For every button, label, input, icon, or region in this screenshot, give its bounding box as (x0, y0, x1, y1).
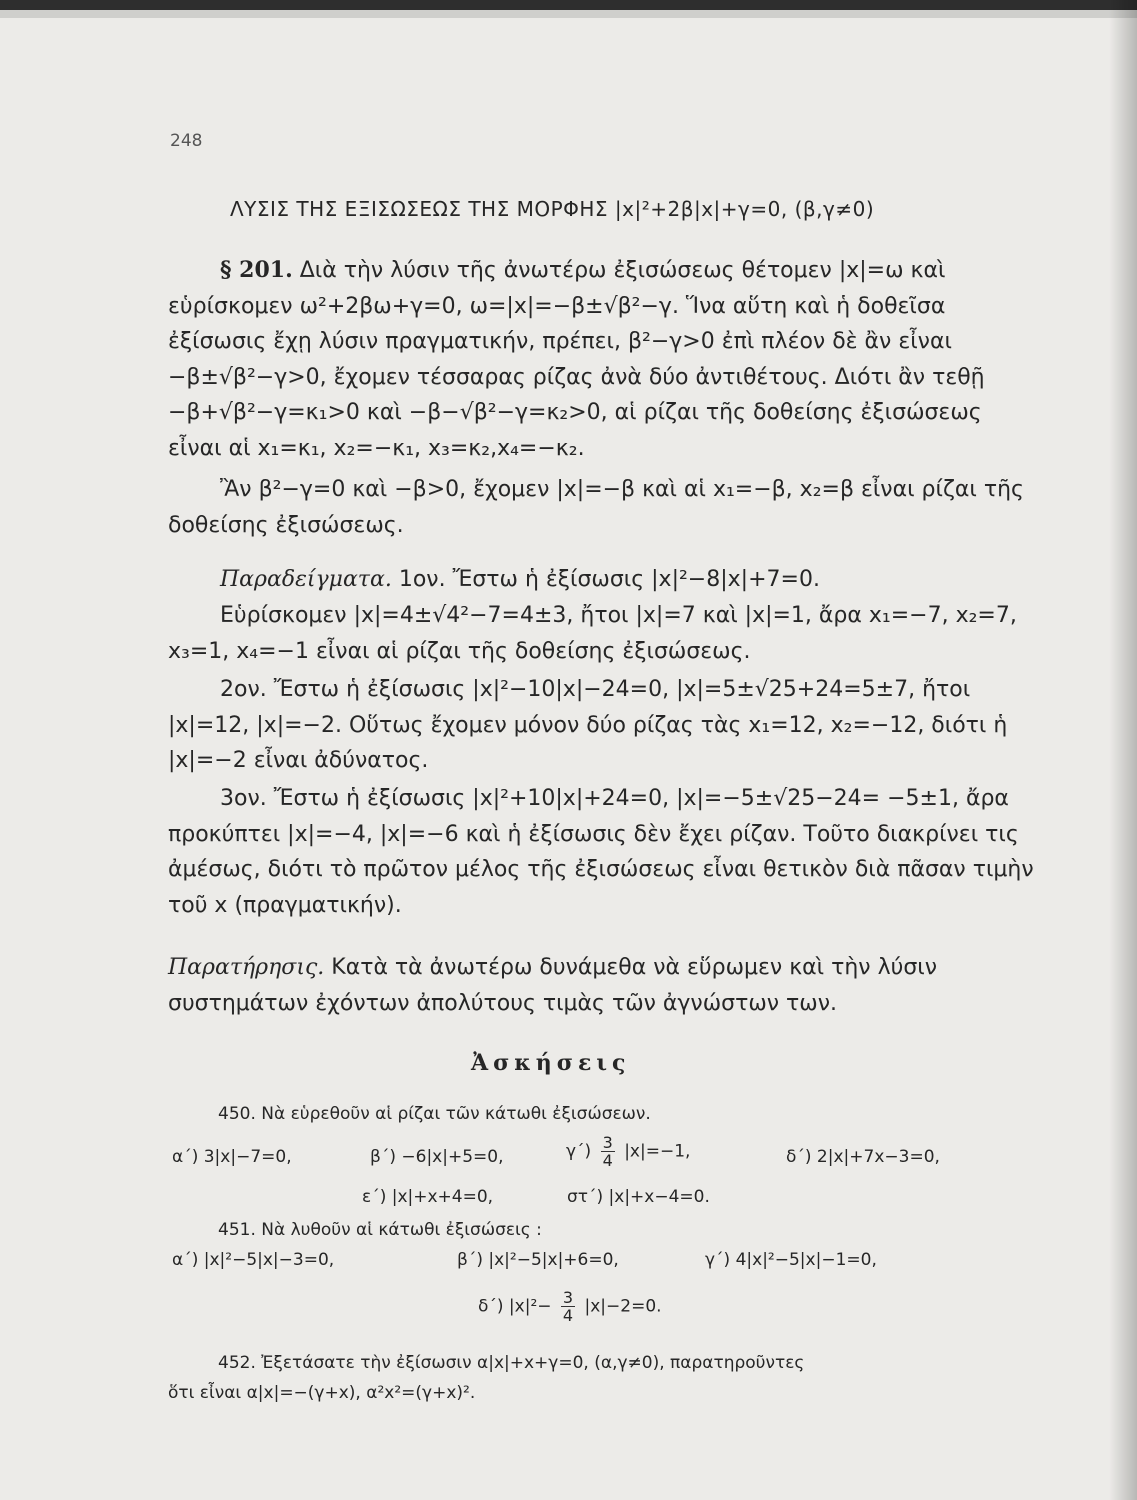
example-1-body: Εὑρίσκομεν |x|=4±√4²−7=4±3, ἤτοι |x|=7 καὶ |x|=1, ἄρα x₁=−7, x₂=7, x₃=1, x₄=−1 εἶναι αἱ ρίζαι τῆς δοθείσης ἐξισώσεως. (168, 603, 1017, 664)
scan-top-shadow (0, 10, 1137, 18)
exercise-450-c (566, 1134, 690, 1169)
exercise-451-c: γ΄) 4|x|²−5|x|−1=0, (705, 1250, 877, 1270)
examples-intro (168, 562, 1038, 598)
fraction-three-quarters (561, 1289, 575, 1324)
exercise-451: 451. Νὰ λυθοῦν αἱ κάτωθι ἐξισώσεις : (218, 1220, 542, 1240)
fraction-denominator: 4 (562, 1306, 574, 1325)
exercise-450-c-expr: |x|=−1, (624, 1141, 691, 1162)
page-edge-shadow (1109, 0, 1137, 1500)
exercise-452-line-1: 452. Ἐξετάσατε τὴν ἐξίσωσιν α|x|+x+γ=0, (α,γ≠0), παρατηροῦντες (218, 1353, 805, 1373)
fraction-numerator: 3 (562, 1288, 574, 1307)
section-number: § 201. (220, 257, 293, 283)
exercise-450-e: ε΄) |x|+x+4=0, (362, 1187, 494, 1207)
example-2: 2ον. Ἔστω ἡ ἐξίσωσις |x|²−10|x|−24=0, |x|=5±√25+24=5±7, ἤτοι |x|=12, |x|=−2. Οὕτως ἔχομεν μόνον δύο ρίζας τὰς x₁=12, x₂=−12, διότι ἡ |x|=−2 εἶναι ἀδύνατος. (168, 677, 1008, 774)
example-3: 3ον. Ἔστω ἡ ἐξίσωσις |x|²+10|x|+24=0, |x|=−5±√25−24= −5±1, ἄρα προκύπτει |x|=−4, |x|=−6 καὶ ἡ ἐξίσωσις δὲν ἔχει ρίζαν. Τοῦτο διακρίνει τις ἀμέσως, διότι τὸ πρῶτον μέλος τῆς ἐξισώσεως εἶναι θετικὸν διὰ πᾶσαν τιμὴν τοῦ x (πραγματικήν). (168, 786, 1034, 918)
examples-label: Παραδείγματα. (220, 567, 392, 592)
fraction-three-quarters (601, 1134, 615, 1169)
exercise-451-d (478, 1289, 662, 1324)
exercise-450-c-label: γ΄) (566, 1141, 592, 1162)
exercise-451-b: β΄) |x|²−5|x|+6=0, (457, 1250, 619, 1270)
exercise-450-a: α΄) 3|x|−7=0, (172, 1147, 292, 1167)
exercise-450: 450. Νὰ εὑρεθοῦν αἱ ρίζαι τῶν κάτωθι ἐξισώσεων. (218, 1104, 651, 1124)
exercises-title: Ἀσκήσεις (471, 1050, 631, 1076)
section-201-paragraph-2: Ἂν β²−γ=0 καὶ −β>0, ἔχομεν |x|=−β καὶ αἱ x₁=−β, x₂=β εἶναι ρίζαι τῆς δοθείσης ἐξισώσεως. (168, 477, 1024, 538)
remark-label: Παρατήρησις. (168, 955, 325, 980)
remark-body: Κατὰ τὰ ἀνωτέρω δυνάμεθα νὰ εὕρωμεν καὶ τὴν λύσιν συστημάτων ἐχόντων ἀπολύτους τιμὰς τῶν ἀγνώστων των. (168, 955, 937, 1016)
exercise-451-d-expr: |x|−2=0. (584, 1296, 662, 1317)
remark-paragraph (168, 950, 1038, 1021)
exercise-451-d-label: δ΄) |x|²− (478, 1296, 552, 1317)
exercise-450-d: δ΄) 2|x|+7x−3=0, (786, 1147, 940, 1167)
fraction-numerator: 3 (602, 1133, 613, 1152)
exercise-451-a: α΄) |x|²−5|x|−3=0, (172, 1250, 335, 1270)
page-number: 248 (170, 131, 203, 151)
exercise-450-f: στ΄) |x|+x−4=0. (567, 1187, 710, 1207)
section-body: Διὰ τὴν λύσιν τῆς ἀνωτέρω ἐξισώσεως θέτομεν |x|=ω καὶ εὑρίσκομεν ω²+2βω+γ=0, ω=|x|=−β±√β²−γ. Ἵνα αὕτη καὶ ἡ δοθεῖσα ἐξίσωσις ἔχῃ λύσιν πραγματικήν, πρέπει, β²−γ>0 ἐπὶ πλέον δὲ ἂν εἶναι −β±√β²−γ>0, ἔχομεν τέσσαρας ρίζας ἀνὰ δύο ἀντιθέτους. Διότι ἂν τεθῇ −β+√β²−γ=κ₁>0 καὶ −β−√β²−γ=κ₂>0, αἱ ρίζαι τῆς δοθείσης ἐξισώσεως εἶναι αἱ x₁=κ₁, x₂=−κ₁, x₃=κ₂,x₄=−κ₂. (168, 258, 985, 461)
fraction-denominator: 4 (602, 1151, 613, 1170)
section-201-paragraph (168, 253, 1038, 467)
scan-top-edge (0, 0, 1137, 10)
section-heading: ΛΥΣΙΣ ΤΗΣ ΕΞΙΣΩΣΕΩΣ ΤΗΣ ΜΟΡΦΗΣ |x|²+2β|x|+γ=0, (β,γ≠0) (230, 197, 875, 221)
exercise-450-b: β΄) −6|x|+5=0, (370, 1147, 504, 1167)
exercise-452-line-2: ὅτι εἶναι α|x|=−(γ+x), α²x²=(γ+x)². (168, 1383, 476, 1403)
example-1-intro: 1ον. Ἔστω ἡ ἐξίσωσις |x|²−8|x|+7=0. (398, 567, 820, 592)
